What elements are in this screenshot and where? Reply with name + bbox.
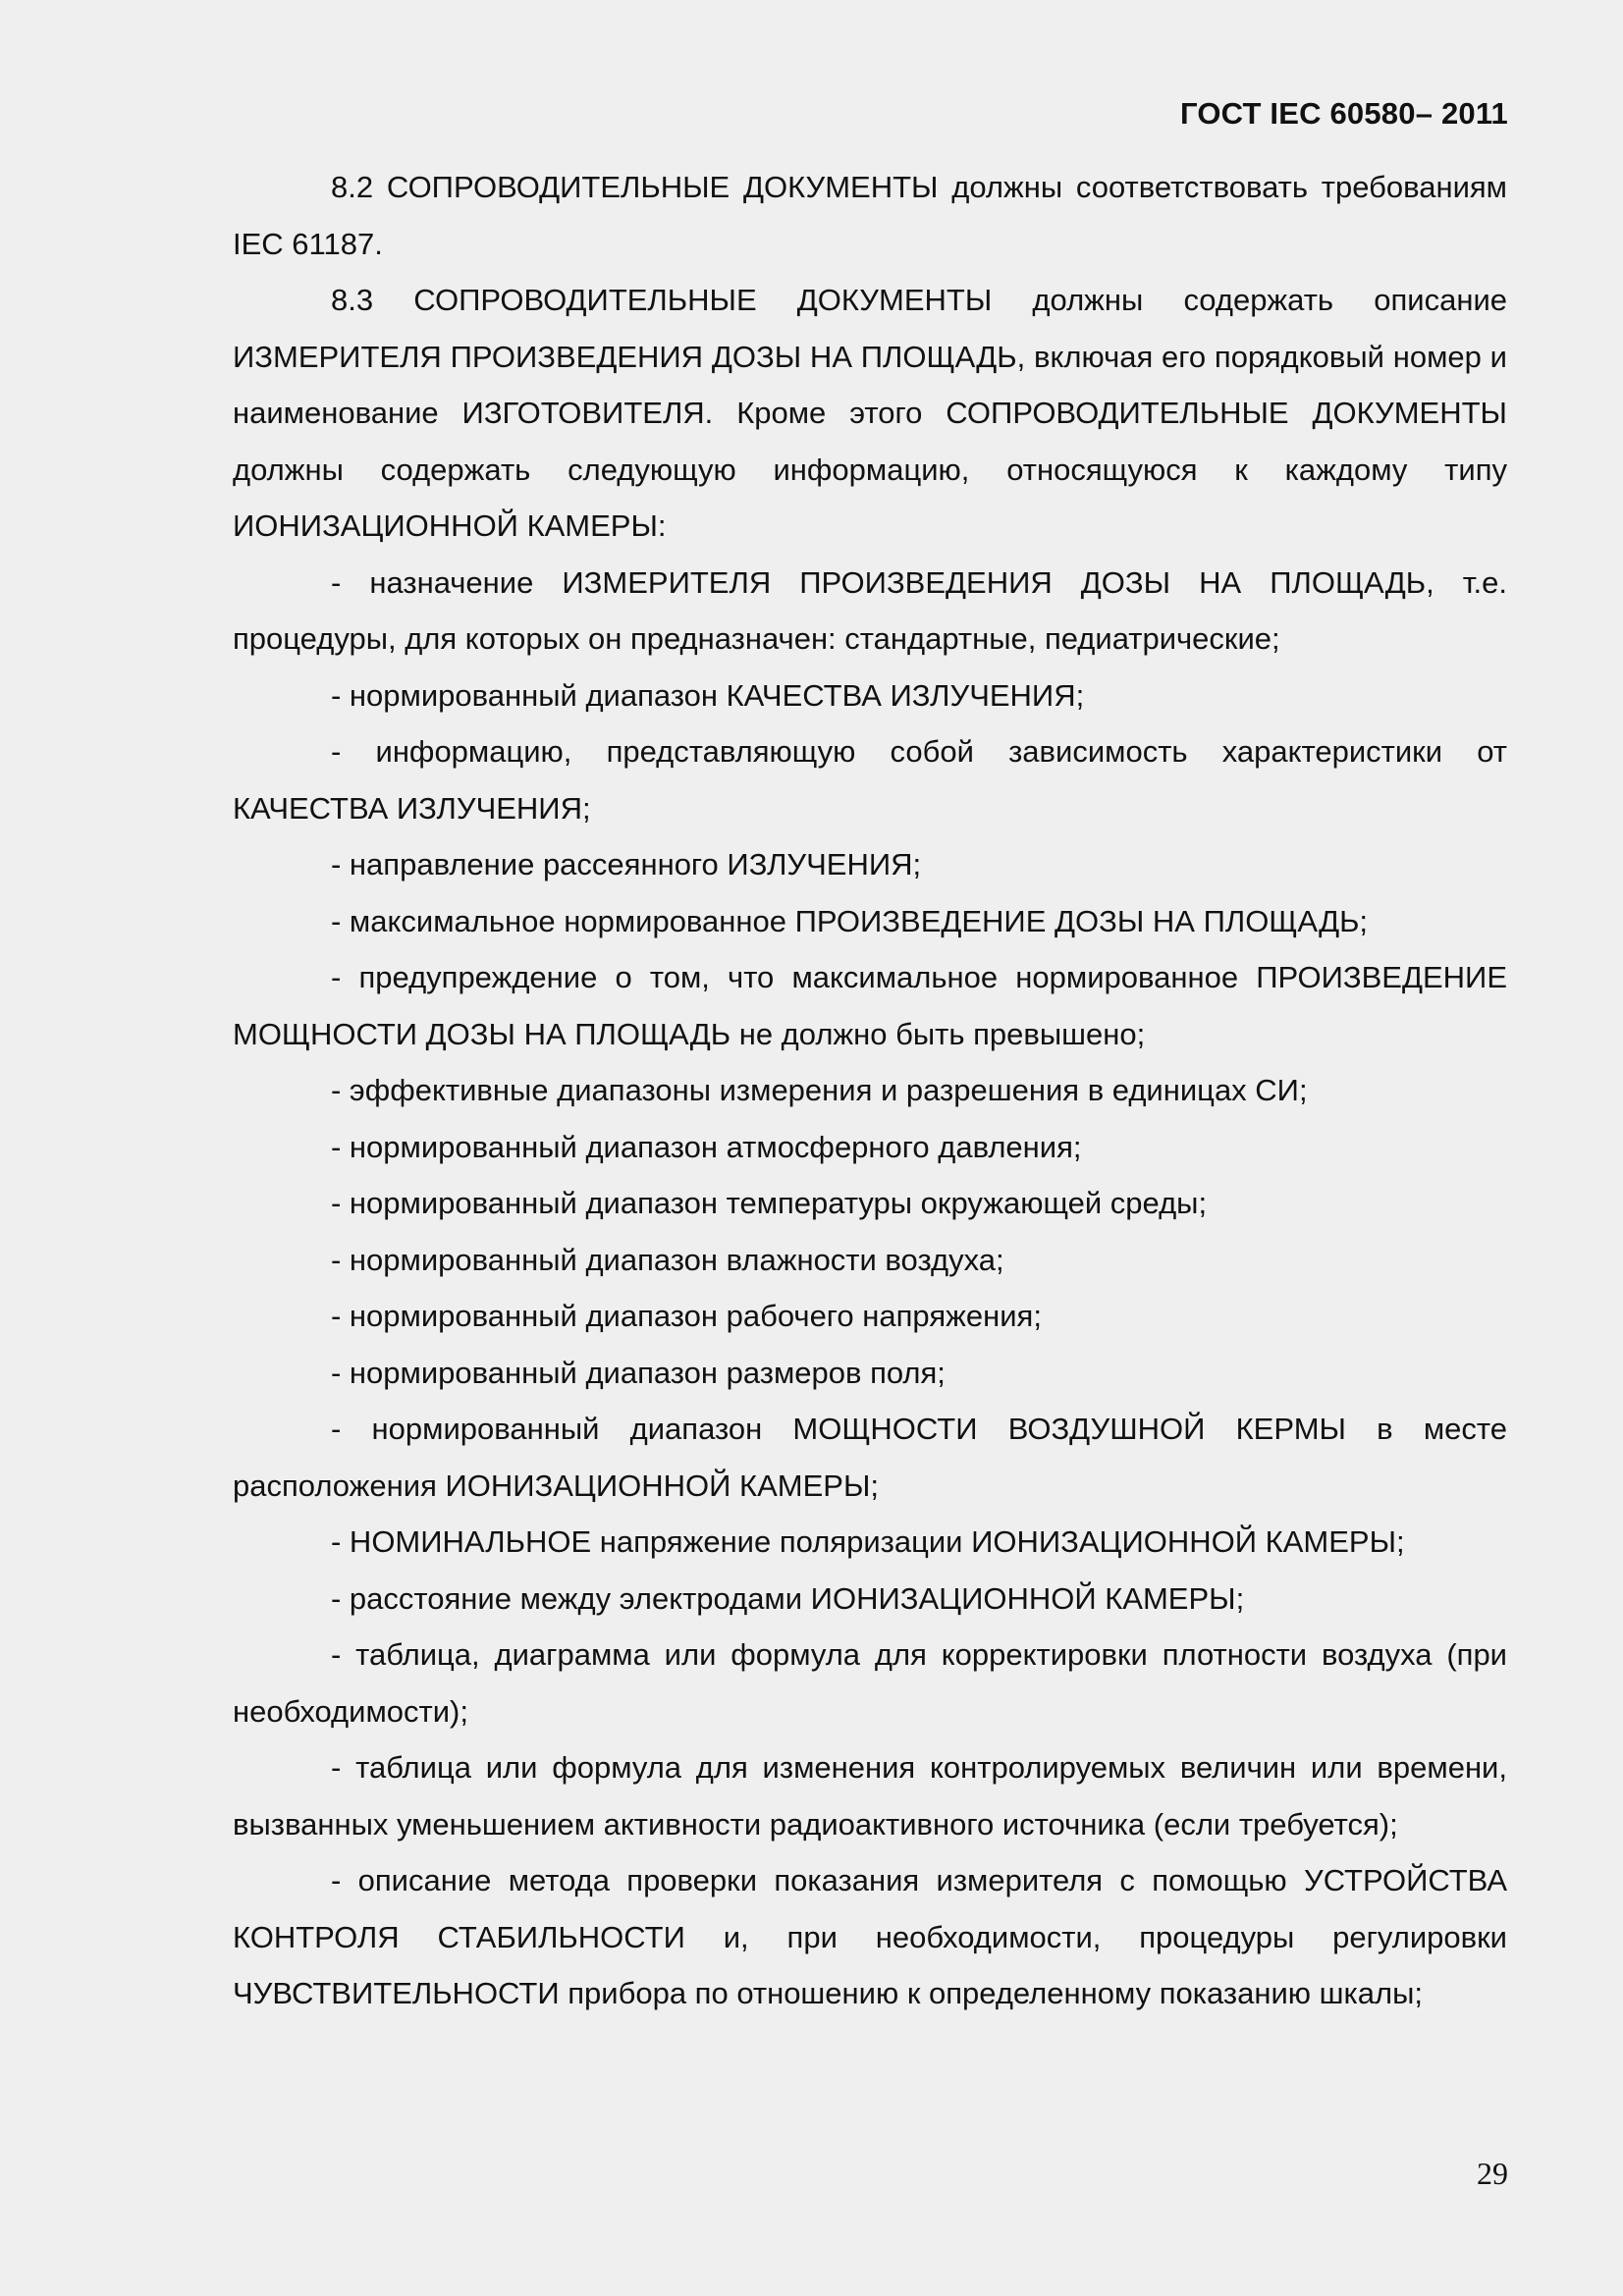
list-item: - направление рассеянного ИЗЛУЧЕНИЯ; [331,847,922,881]
list-item: - НОМИНАЛЬНОЕ напряжение поляризации ИОНИЗАЦИОННОЙ КАМЕРЫ; [331,1524,1405,1559]
list-item: - нормированный диапазон температуры окружающей среды; [331,1186,1208,1220]
list-item: - расстояние между электродами ИОНИЗАЦИОННОЙ КАМЕРЫ; [331,1580,1245,1616]
list-item: - описание метода проверки показания измерителя с помощью УСТРОЙСТВА КОНТРОЛЯ СТАБИЛЬНОСТИ и, при необходимости, процедуры регулировки ЧУВСТВИТЕЛЬНОСТИ прибора по отношению к определенному показанию шкалы; [233,1863,1507,2010]
list-item: - таблица или формула для изменения контролируемых величин или времени, вызванных уменьшением активности радиоактивного источника (если требуется); [233,1750,1507,1842]
list-item: - нормированный диапазон рабочего напряжения; [331,1299,1042,1333]
list-item: - эффективные диапазоны измерения и разрешения в единицах СИ; [331,1073,1308,1107]
standard-header: ГОСТ IEC 60580– 2011 [1179,96,1508,131]
paragraph-8-3: 8.3 СОПРОВОДИТЕЛЬНЫЕ ДОКУМЕНТЫ должны содержать описание ИЗМЕРИТЕЛЯ ПРОИЗВЕДЕНИЯ ДОЗЫ НА ПЛОЩАДЬ, включая его порядковый номер и наименование ИЗГОТОВИТЕЛЯ. Кроме этого СОПРОВОДИТЕЛЬНЫЕ ДОКУМЕНТЫ должны содержать следующую информацию, относящуюся к каждому типу ИОНИЗАЦИОННОЙ КАМЕРЫ: [233,283,1507,543]
list-item: - информацию, представляющую собой зависимость характеристики от КАЧЕСТВА ИЗЛУЧЕНИЯ; [233,734,1507,826]
document-body [233,159,1507,2022]
list-item: - нормированный диапазон влажности воздуха; [331,1242,1004,1277]
list-item: - назначение ИЗМЕРИТЕЛЯ ПРОИЗВЕДЕНИЯ ДОЗЫ НА ПЛОЩАДЬ, т.е. процедуры, для которых он предназначен: стандартные, педиатрические; [233,564,1507,656]
list-item: - максимальное нормированное ПРОИЗВЕДЕНИЕ ДОЗЫ НА ПЛОЩАДЬ; [331,903,1369,938]
page-number: 29 [1477,2156,1508,2191]
list-item: - предупреждение о том, что максимальное нормированное ПРОИЗВЕДЕНИЕ МОЩНОСТИ ДОЗЫ НА ПЛОЩАДЬ не должно быть превышено; [233,960,1507,1051]
paragraph-8-2: 8.2 СОПРОВОДИТЕЛЬНЫЕ ДОКУМЕНТЫ должны соответствовать требованиям IEC 61187. [233,170,1507,261]
list-item: - нормированный диапазон размеров поля; [331,1355,946,1390]
list-item: - нормированный диапазон атмосферного давления; [331,1129,1082,1164]
list-item: - нормированный диапазон КАЧЕСТВА ИЗЛУЧЕНИЯ; [331,677,1085,713]
list-item: - нормированный диапазон МОЩНОСТИ ВОЗДУШНОЙ КЕРМЫ в месте расположения ИОНИЗАЦИОННОЙ КАМЕРЫ; [233,1412,1507,1503]
list-item: - таблица, диаграмма или формула для корректировки плотности воздуха (при необходимости); [233,1637,1507,1729]
